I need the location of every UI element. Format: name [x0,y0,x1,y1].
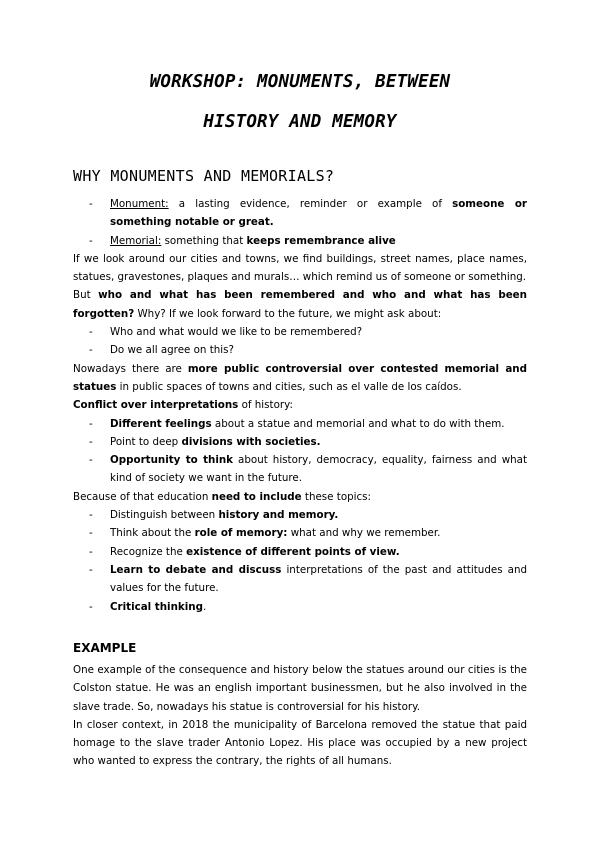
conflict-item: - Point to deep divisions with societies. [73,433,527,451]
definitions-list [73,195,527,250]
definition-text: something that [161,234,247,247]
title-line-2: HISTORY AND MEMORY [203,112,397,132]
question-item: - Who and what would we like to be remembered? [73,323,527,341]
topic-item: - Critical thinking. [73,598,527,616]
section-body-example [73,661,527,771]
definition-term: Monument: [110,198,169,210]
conflict-item: - Opportunity to think about history, democracy, equality, fairness and what kind of society we want in the future. [73,451,527,488]
definition-item [73,195,527,232]
topic-item: - Think about the role of memory: what and why we remember. [73,524,527,542]
definition-text: a lasting evidence, reminder or example of [168,198,453,210]
question-item: - Do we all agree on this? [73,341,527,359]
paragraph: If we look around our cities and towns, we find buildings, street names, place names, statues, gravestones, plaques and murals… which remind us of someone or something. [73,252,527,284]
conflicts-list [73,415,527,488]
paragraph: But who and what has been remembered and who and what has been forgotten? Why? If we look forward to the future, we might ask about: [73,289,527,320]
conflict-item: - Different feelings about a statue and memorial and what to do with them. [73,415,527,433]
topic-item: - Distinguish between history and memory. [73,506,527,524]
definition-item [73,232,527,250]
title-line-1: WORKSHOP: MONUMENTS, BETWEEN [149,72,451,92]
questions-list [73,323,527,360]
paragraph: Nowadays there are more public controversial over contested memorial and statues in public spaces of towns and cities, such as el valle de los caídos. [73,362,527,393]
topic-item: - Recognize the existence of different points of view. [73,543,527,561]
topic-item: - Learn to debate and discuss interpretations of the past and attitudes and values for the future. [73,561,527,598]
definition-bold: keeps remembrance alive [246,234,396,247]
paragraph: Conflict over interpretations of history: [73,399,293,412]
section-heading-why: WHY MONUMENTS AND MEMORIALS? [73,167,335,185]
section-body-why [73,195,527,616]
paragraph: One example of the consequence and history below the statues around our cities is the Colston statue. He was an english important businessmen, but he also involved in the slave trade. So, nowadays his statue is controversial for his history. [73,664,527,713]
definition-bold: someone or something notable or great. [110,198,527,229]
paragraph: Because of that education need to include these topics: [73,490,372,503]
section-heading-example: EXAMPLE [73,641,137,655]
definition-term: Memorial: [110,234,162,247]
paragraph: In closer context, in 2018 the municipality of Barcelona removed the statue that paid homage to the slave trader Antonio Lopez. His place was occupied by a new project who wanted to express the contrary, the rights of all humans. [73,718,527,768]
topics-list [73,506,527,616]
